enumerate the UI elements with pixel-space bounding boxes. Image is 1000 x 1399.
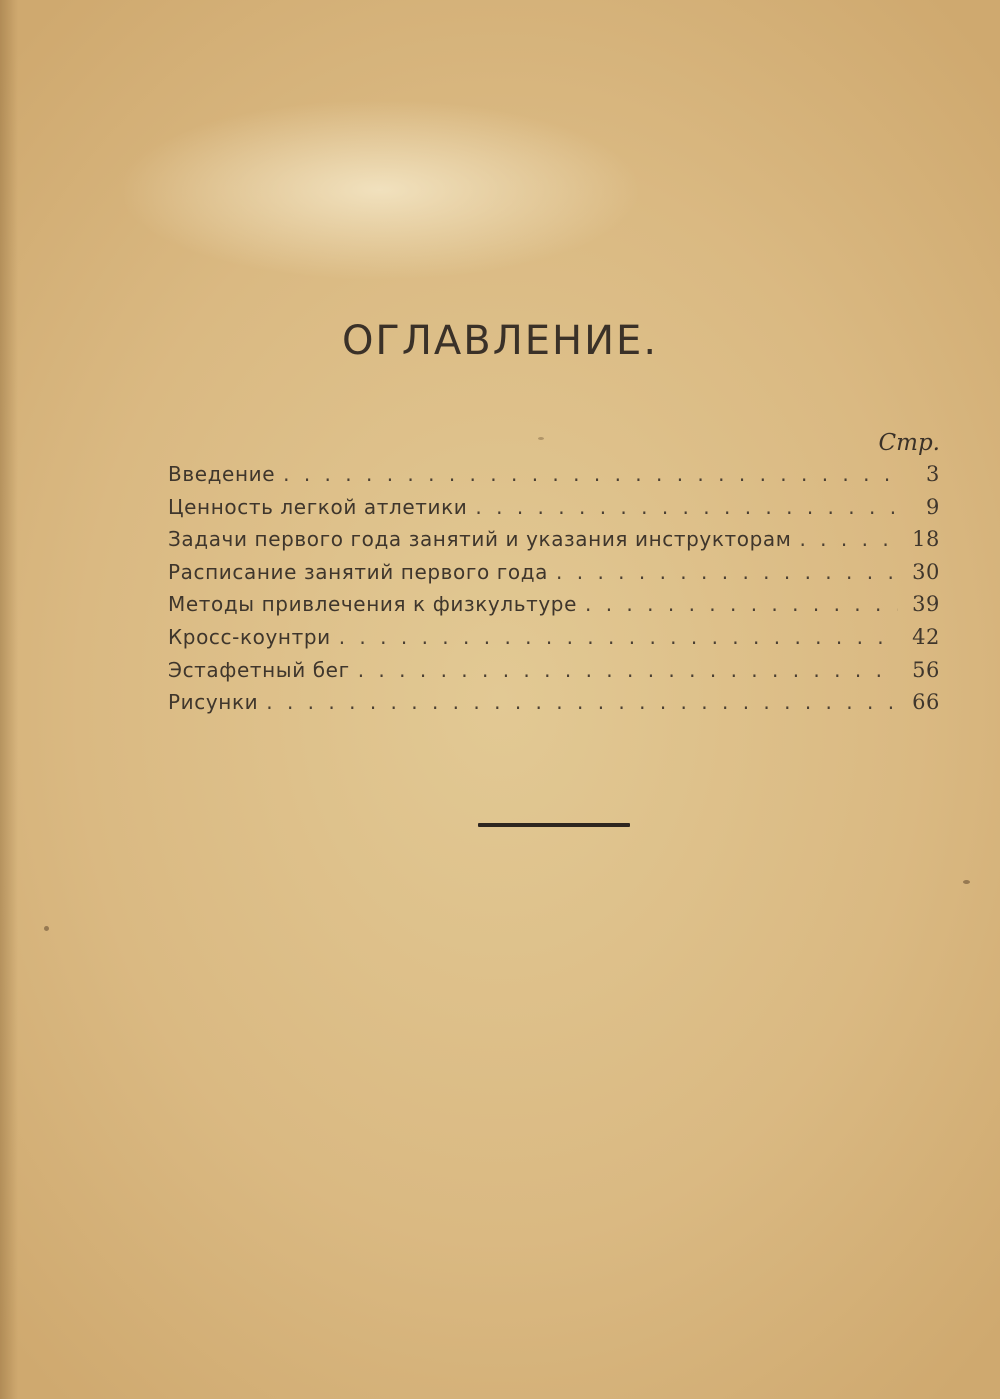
toc-entry-label: Методы привлечения к физкультуре <box>168 592 577 617</box>
toc-entry <box>168 625 940 658</box>
toc-entry-label: Введение <box>168 462 276 486</box>
page-column-header: Стр. <box>878 430 940 456</box>
toc-entry-label: Кросс-коунтри <box>168 624 331 649</box>
paper-speck <box>538 437 544 440</box>
toc-entry-page: 56 <box>912 657 940 682</box>
page-title: ОГЛАВЛЕНИЕ. <box>341 318 659 364</box>
table-of-contents <box>168 430 940 723</box>
dot-leader <box>799 527 898 551</box>
toc-entry <box>168 495 940 528</box>
closing-rule <box>478 823 630 827</box>
toc-entry-label: Эстафетный бег <box>168 657 350 682</box>
toc-entry-label: Рисунки <box>168 690 259 715</box>
dot-leader <box>475 495 898 519</box>
dot-leader <box>266 690 898 714</box>
toc-entry-label: Задачи первого года занятий и указания инструкторам <box>168 527 792 552</box>
toc-entry <box>168 592 940 625</box>
paper-speck <box>44 926 49 931</box>
toc-entry-page: 39 <box>912 592 940 617</box>
toc-entry-page: 66 <box>912 690 940 715</box>
dot-leader <box>339 625 898 649</box>
toc-entry <box>168 658 940 691</box>
toc-entry <box>168 690 940 723</box>
dot-leader <box>358 658 898 682</box>
toc-entry-label: Расписание занятий первого года <box>168 559 549 584</box>
toc-entry <box>168 462 940 495</box>
toc-entry-page: 30 <box>912 559 940 584</box>
dot-leader <box>283 462 898 486</box>
toc-entry-page: 9 <box>926 494 940 519</box>
toc-entry-label: Ценность легкой атлетики <box>168 494 468 519</box>
page-edge-shadow <box>0 0 18 1399</box>
toc-entry-page: 18 <box>912 527 940 552</box>
dot-leader <box>556 560 898 584</box>
dot-leader <box>585 592 898 616</box>
paper-speck <box>963 880 970 884</box>
toc-entry-page: 42 <box>912 624 940 649</box>
toc-entry <box>168 527 940 560</box>
toc-entry-page: 3 <box>926 462 940 486</box>
toc-entry <box>168 560 940 593</box>
